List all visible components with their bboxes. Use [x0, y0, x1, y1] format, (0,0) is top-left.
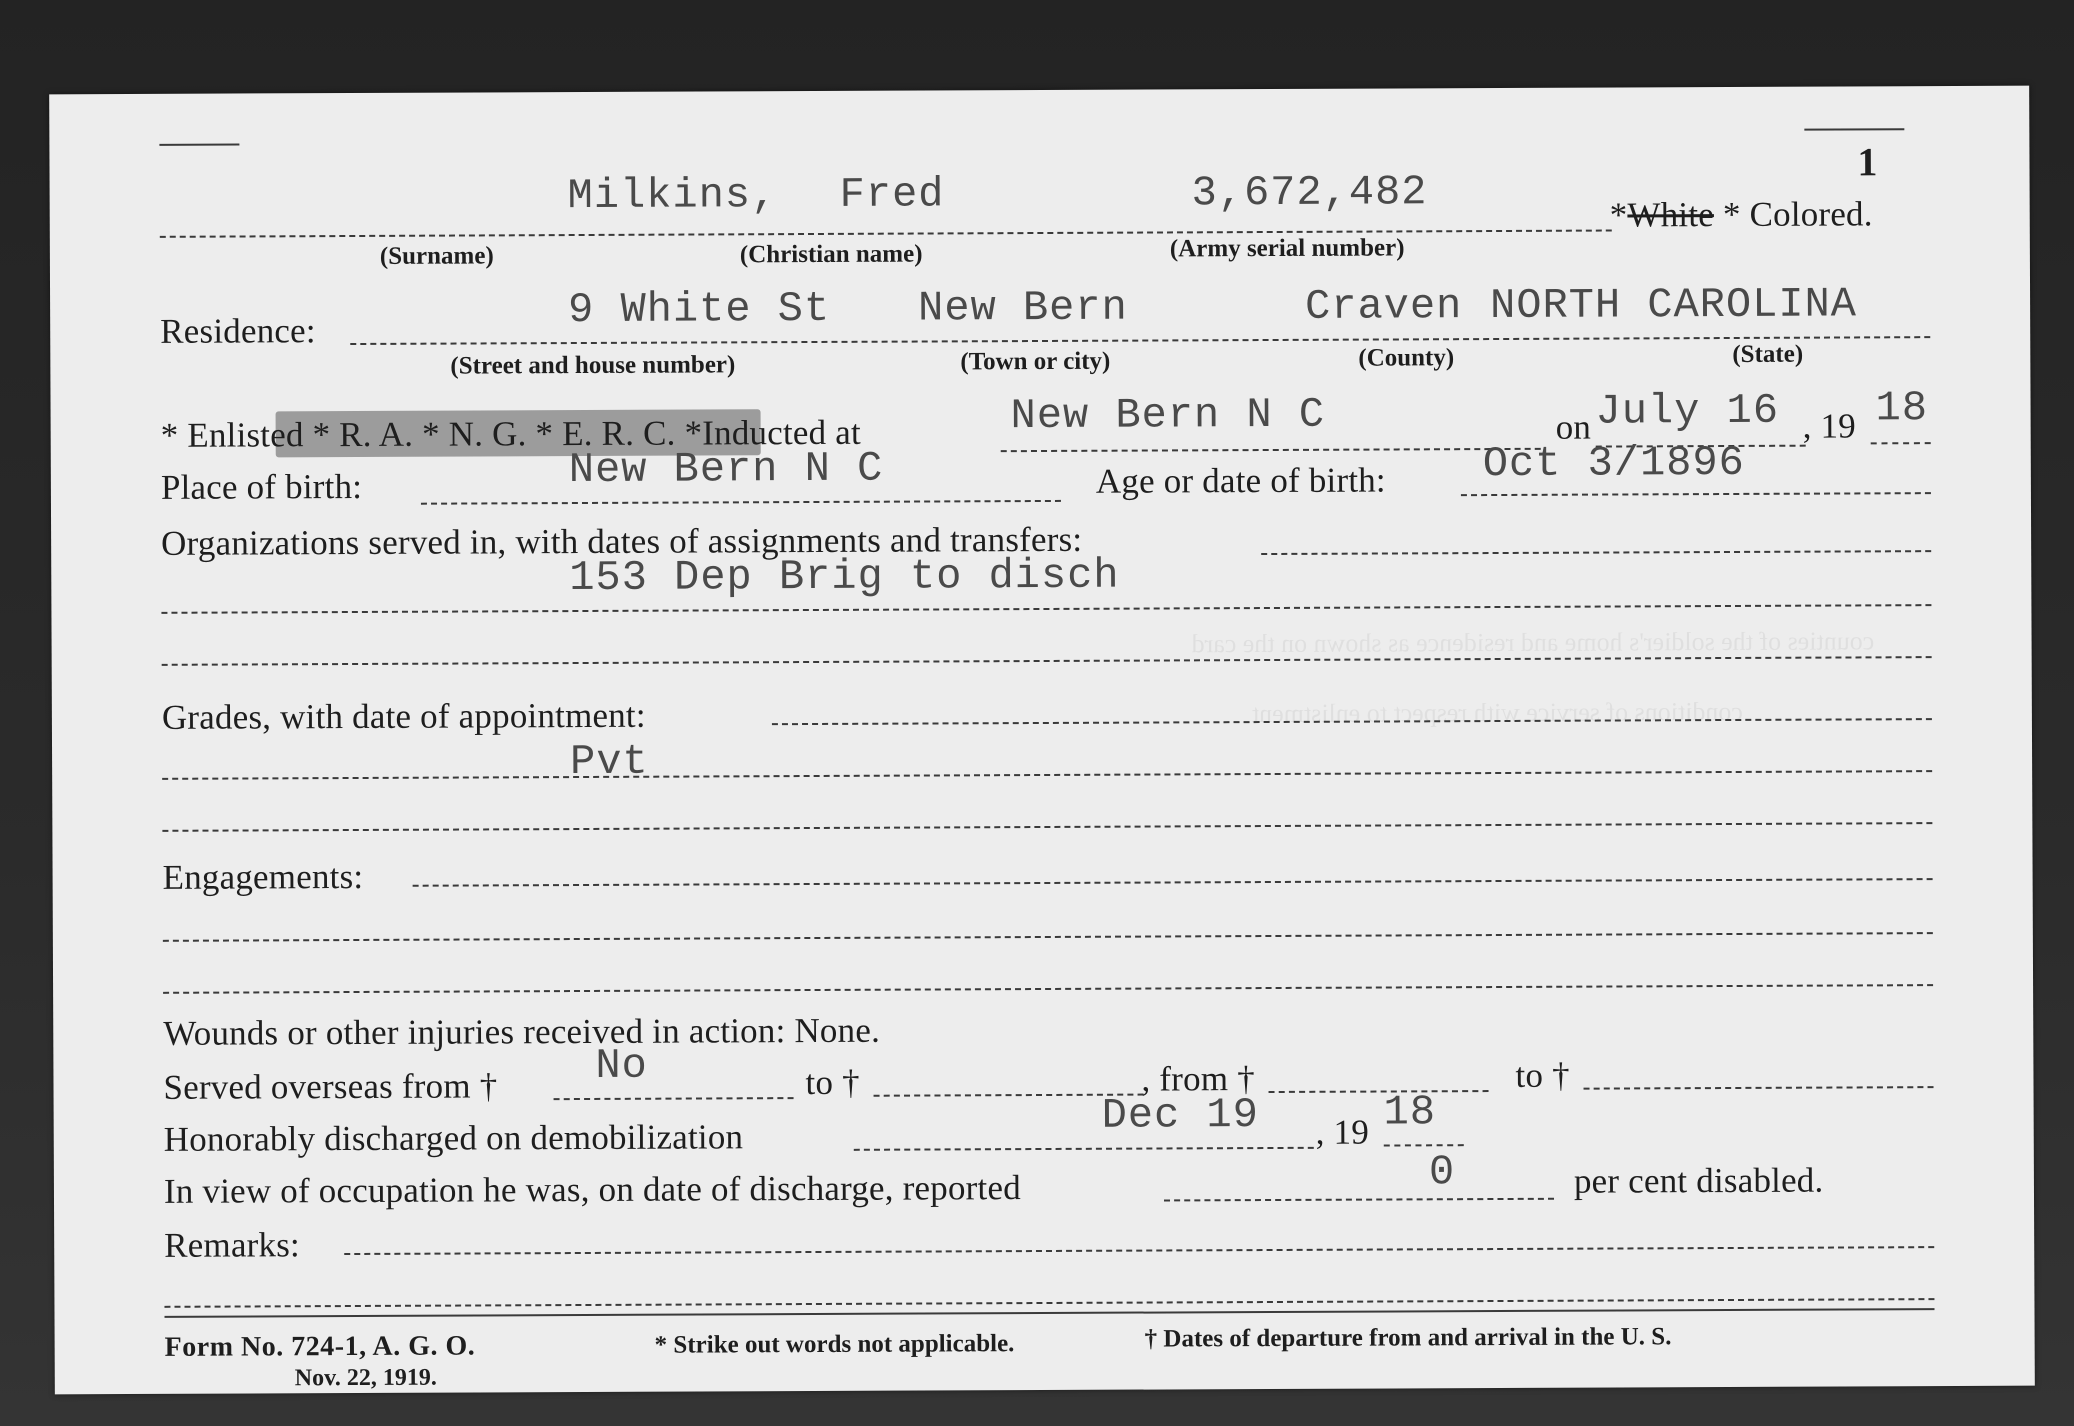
grades-line-3	[162, 822, 1932, 832]
overseas-label: Served overseas from †	[163, 1066, 498, 1107]
birth-place-value: New Bern N C	[568, 444, 884, 495]
residence-line	[350, 336, 1930, 345]
card-number: 1	[1857, 139, 1878, 185]
footnote-dates: † Dates of departure from and arrival in the U. S.	[1144, 1323, 1672, 1353]
wounds-label: Wounds or other injuries received in action: None.	[163, 1010, 881, 1053]
discharge-label: Honorably discharged on demobilization	[163, 1117, 744, 1159]
footnote-strike-out: * Strike out words not applicable.	[654, 1330, 1015, 1359]
caption-serial-number: (Army serial number)	[1169, 234, 1405, 263]
discharge-year-line	[1384, 1144, 1464, 1146]
organizations-value: 153 Dep Brig to disch	[569, 551, 1120, 603]
race-colored: * Colored.	[1722, 194, 1873, 235]
discharge-date-value: Dec 19	[1101, 1091, 1259, 1140]
organizations-line-1	[1261, 550, 1931, 555]
birth-date-label: Age or date of birth:	[1095, 460, 1386, 501]
birth-place-label: Place of birth:	[160, 466, 363, 507]
disability-value: 0	[1428, 1148, 1456, 1197]
induction-year-value: 18	[1875, 384, 1929, 433]
caption-christian-name: (Christian name)	[739, 240, 923, 269]
overseas-line-1	[554, 1097, 794, 1100]
residence-town-value: New Bern	[918, 283, 1128, 333]
overseas-value: No	[595, 1041, 648, 1090]
induction-options-label: * Enlisted * R. A. * N. G. * E. R. C. *Inducted at	[160, 412, 861, 455]
overseas-from-label: , from †	[1141, 1059, 1255, 1099]
induction-place-line	[1001, 448, 1541, 452]
engagements-line-2	[163, 932, 1933, 942]
induction-year-line	[1871, 442, 1931, 444]
organizations-line-2	[161, 604, 1931, 614]
caption-town: (Town or city)	[960, 347, 1111, 376]
engagements-label: Engagements:	[162, 856, 364, 897]
induction-on-label: on	[1555, 407, 1592, 447]
discharge-date-line	[854, 1147, 1314, 1151]
race-options	[1610, 194, 1873, 235]
birth-date-value: Oct 3/1896	[1482, 438, 1745, 489]
corner-rule	[159, 143, 239, 145]
remarks-line-1	[344, 1246, 1934, 1255]
grades-value: Pvt	[569, 737, 649, 787]
caption-county: (County)	[1358, 344, 1455, 372]
disability-line	[1164, 1198, 1554, 1202]
birth-date-line	[1461, 492, 1931, 496]
overseas-line-3	[1269, 1090, 1489, 1093]
caption-surname: (Surname)	[379, 242, 494, 270]
race-white-struck: White	[1627, 195, 1715, 235]
overseas-to-label: to †	[805, 1062, 860, 1103]
remarks-line-2	[164, 1298, 1934, 1308]
induction-date-value: July 16	[1595, 386, 1780, 436]
form-number: Form No. 724-1, A. G. O.	[164, 1330, 476, 1363]
bleed-through-text: counties of the soldier's home and residence as shown on the card	[1191, 626, 1875, 659]
grades-label: Grades, with date of appointment:	[161, 695, 646, 737]
disability-suffix: per cent disabled.	[1573, 1160, 1824, 1201]
serial-number-value: 3,672,482	[1191, 168, 1428, 218]
overseas-to2-label: to †	[1515, 1055, 1570, 1095]
race-asterisk: *	[1609, 195, 1628, 235]
engagements-line-1	[413, 878, 1933, 887]
corner-rule	[1804, 128, 1904, 130]
discharge-year-prefix: , 19	[1315, 1112, 1370, 1152]
organizations-line-3	[162, 656, 1932, 666]
residence-street-value: 9 White St	[568, 284, 831, 335]
birth-place-line	[421, 500, 1061, 505]
discharge-year-value: 18	[1383, 1088, 1437, 1137]
bleed-through-text: conditions of service with respect to enlistment	[1251, 696, 1743, 729]
organizations-label: Organizations served in, with dates of assignments and transfers:	[161, 519, 1083, 563]
residence-state-value: NORTH CAROLINA	[1490, 280, 1858, 331]
remarks-label: Remarks:	[164, 1225, 301, 1265]
caption-street: (Street and house number)	[450, 351, 736, 380]
induction-place-value: New Bern N C	[1010, 390, 1326, 441]
christian-name-value: Fred	[839, 170, 945, 219]
surname-value: Milkins,	[567, 171, 778, 221]
service-record-card	[49, 86, 2035, 1395]
remarks-line-3	[165, 1308, 1935, 1318]
disability-label: In view of occupation he was, on date of discharge, reported	[163, 1168, 1021, 1211]
form-date: Nov. 22, 1919.	[294, 1364, 437, 1392]
caption-state: (State)	[1732, 340, 1804, 368]
induction-year-prefix: , 19	[1802, 406, 1857, 446]
overseas-line-4	[1584, 1086, 1934, 1090]
engagements-line-3	[163, 984, 1933, 994]
grades-line-2	[162, 770, 1932, 780]
residence-label: Residence:	[160, 311, 316, 351]
residence-county-value: Craven	[1305, 282, 1463, 331]
